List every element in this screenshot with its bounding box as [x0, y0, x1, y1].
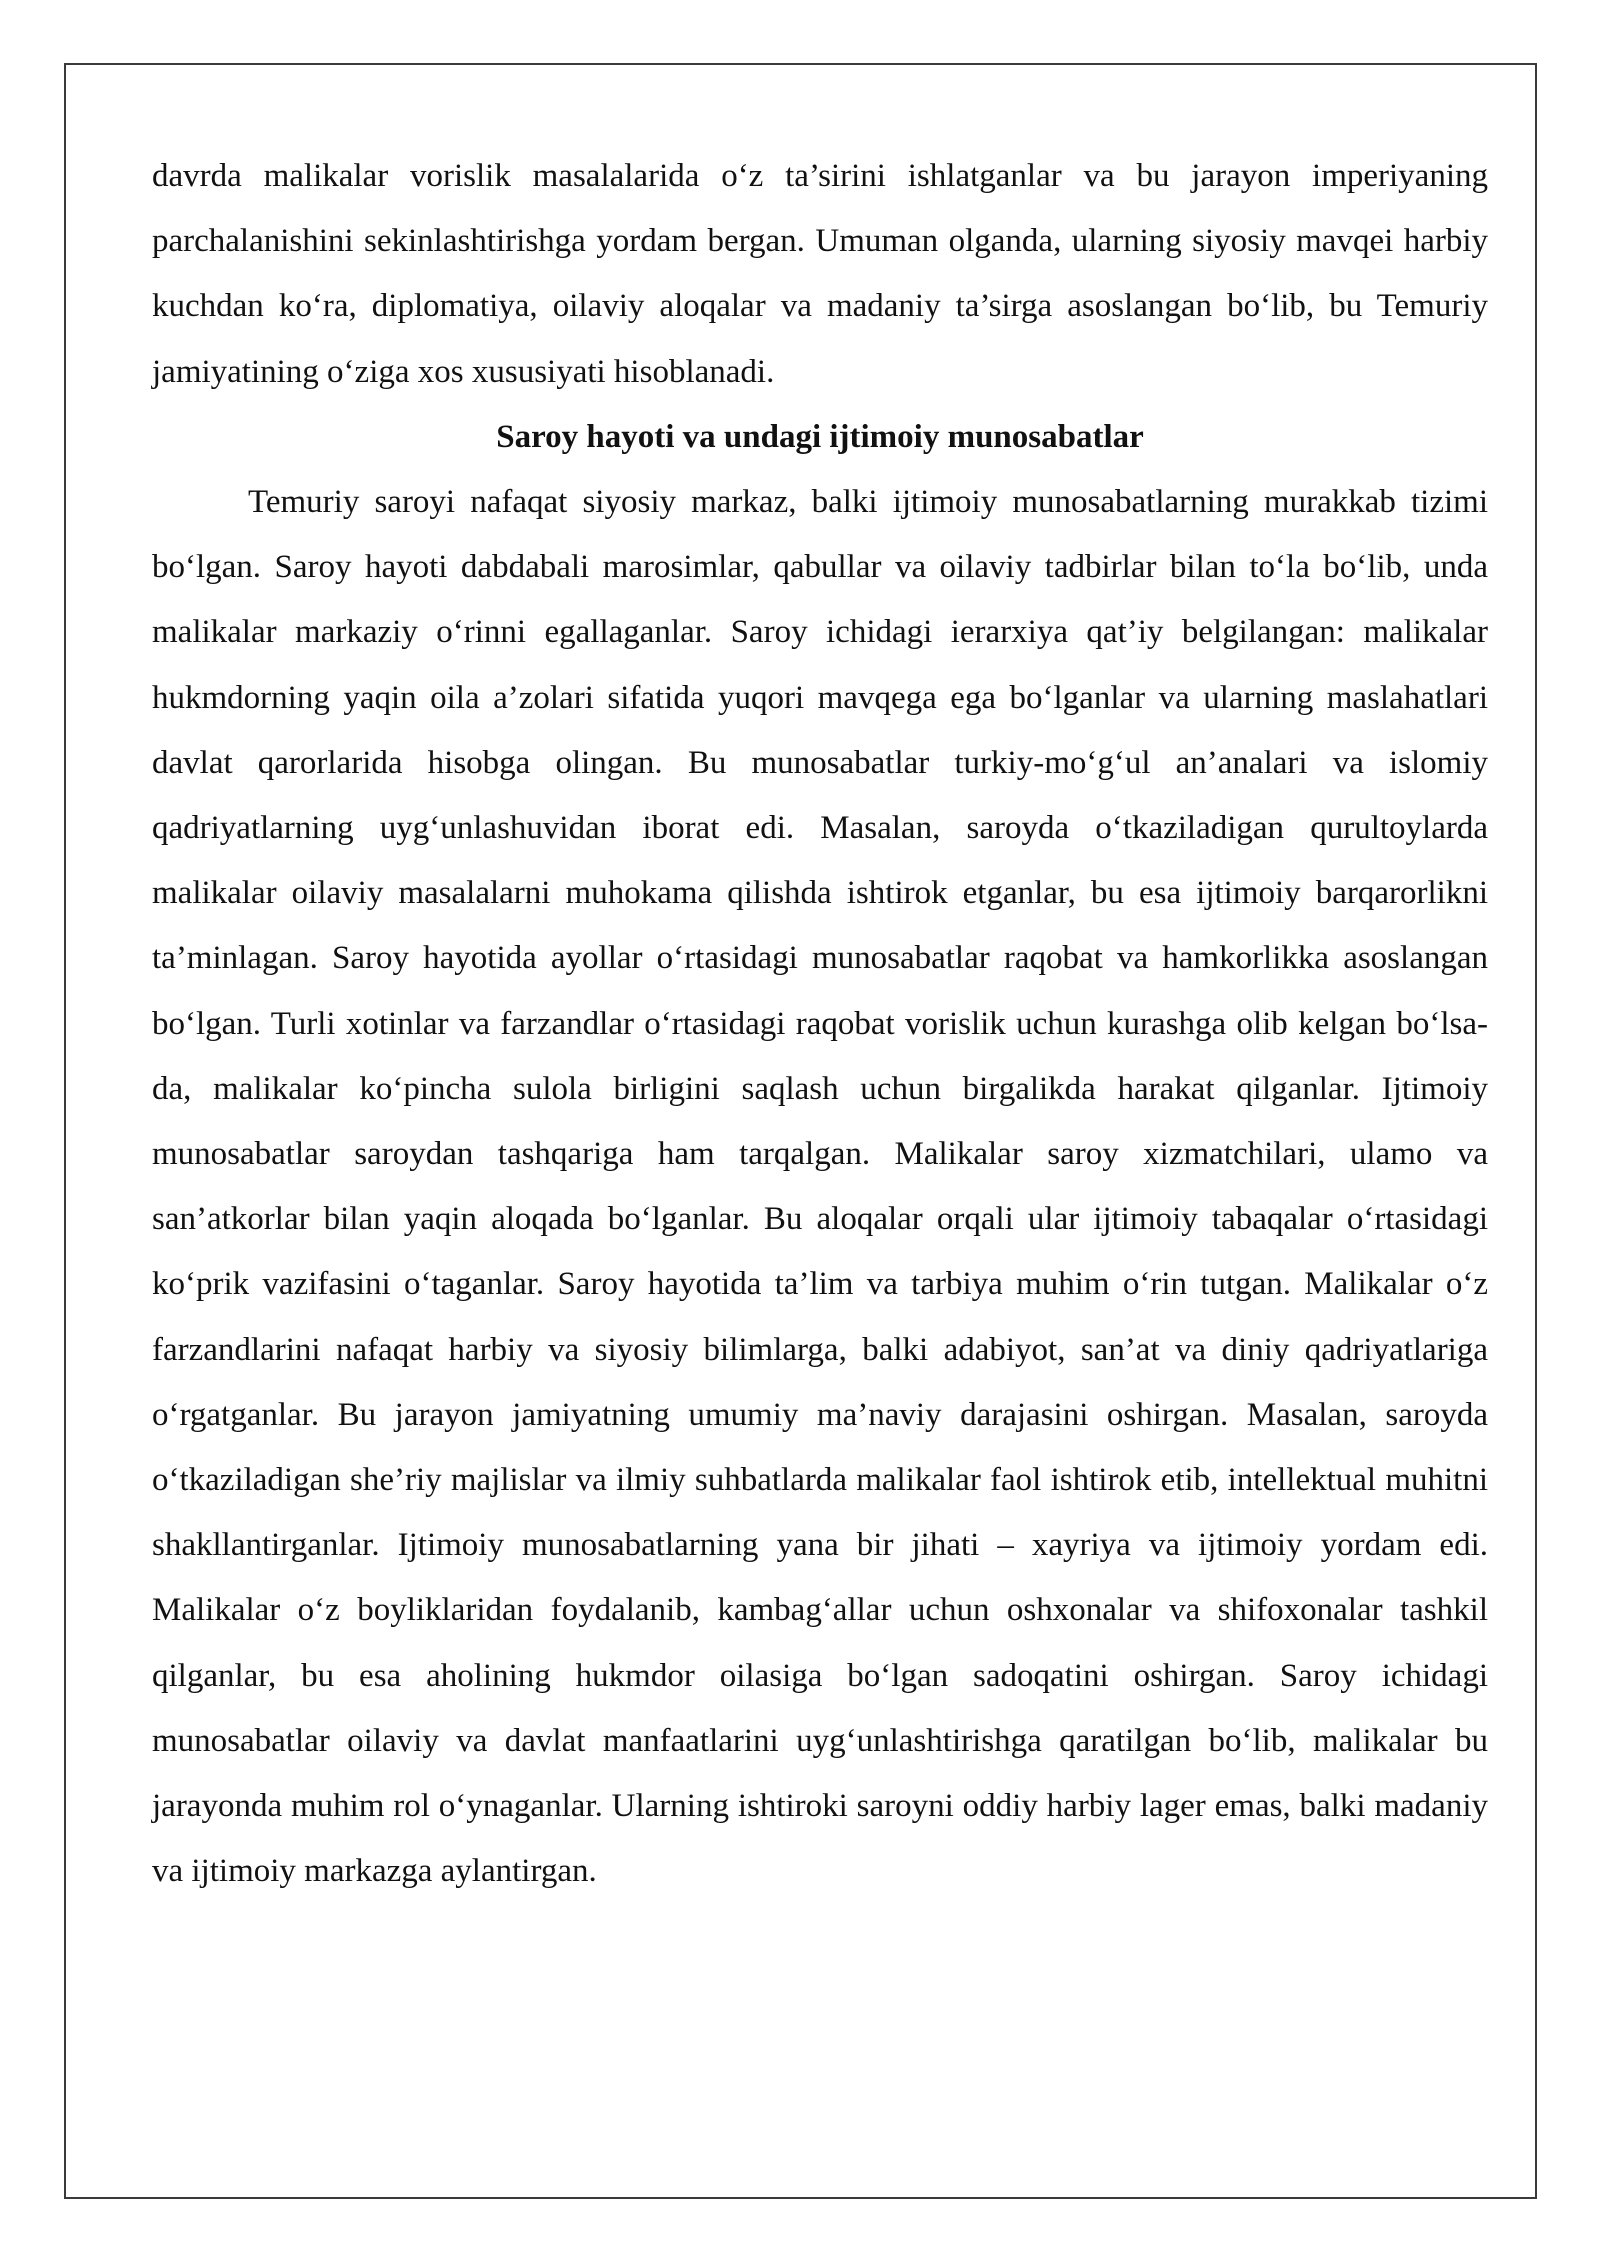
paragraph-continuation: davrda malikalar vorislik masalalarida o‘z ta’sirini ishlatganlar va bu jarayon imperiyaning parchalanishini sekinlashtirishga yordam bergan. Umuman olganda, ularning siyosiy mavqei harbiy kuchdan ko‘ra, diplomatiya, oilaviy aloqalar va madaniy ta’sirga asoslangan bo‘lib, bu Temuriy jamiyatining o‘ziga xos xususiyati hisoblanadi. — [152, 158, 1488, 390]
section-heading: Saroy hayoti va undagi ijtimoiy munosabatlar — [496, 418, 1144, 455]
document-body — [152, 144, 1488, 1904]
section-paragraph: Temuriy saroyi nafaqat siyosiy markaz, balki ijtimoiy munosabatlarning murakkab tizimi bo‘lgan. Saroy hayoti dabdabali marosimlar, qabullar va oilaviy tadbirlar bilan to‘la bo‘lib, unda malikalar markaziy o‘rinni egallaganlar. Saroy ichidagi ierarxiya qat’iy belgilangan: malikalar hukmdorning yaqin oila a’zolari sifatida yuqori mavqega ega bo‘lganlar va ularning maslahatlari davlat qarorlarida hisobga olingan. Bu munosabatlar turkiy-mo‘g‘ul an’analari va islomiy qadriyatlarning uyg‘unlashuvidan iborat edi. Masalan, saroyda o‘tkaziladigan qurultoylarda malikalar oilaviy masalalarni muhokama qilishda ishtirok etganlar, bu esa ijtimoiy barqarorlikni ta’minlagan. Saroy hayotida ayollar o‘rtasidagi munosabatlar raqobat va hamkorlikka asoslangan bo‘lgan. Turli xotinlar va farzandlar o‘rtasidagi raqobat vorislik uchun kurashga olib kelgan bo‘lsa-da, malikalar ko‘pincha sulola birligini saqlash uchun birgalikda harakat qilganlar. Ijtimoiy munosabatlar saroydan tashqariga ham tarqalgan. Malikalar saroy xizmatchilari, ulamo va san’atkorlar bilan yaqin aloqada bo‘lganlar. Bu aloqalar orqali ular ijtimoiy tabaqalar o‘rtasidagi ko‘prik vazifasini o‘taganlar. Saroy hayotida ta’lim va tarbiya muhim o‘rin tutgan. Malikalar o‘z farzandlarini nafaqat harbiy va siyosiy bilimlarga, balki adabiyot, san’at va diniy qadriyatlariga o‘rgatganlar. Bu jarayon jamiyatning umumiy ma’naviy darajasini oshirgan. Masalan, saroyda o‘tkaziladigan she’riy majlislar va ilmiy suhbatlarda malikalar faol ishtirok etib, intellektual muhitni shakllantirganlar. Ijtimoiy munosabatlarning yana bir jihati – xayriya va ijtimoiy yordam edi. Malikalar o‘z boyliklaridan foydalanib, kambag‘allar uchun oshxonalar va shifoxonalar tashkil qilganlar, bu esa aholining hukmdor oilasiga bo‘lgan sadoqatini oshirgan. Saroy ichidagi munosabatlar oilaviy va davlat manfaatlarini uyg‘unlashtirishga qaratilgan bo‘lib, malikalar bu jarayonda muhim rol o‘ynaganlar. Ularning ishtiroki saroyni oddiy harbiy lager emas, balki madaniy va ijtimoiy markazga aylantirgan. — [152, 484, 1488, 1890]
